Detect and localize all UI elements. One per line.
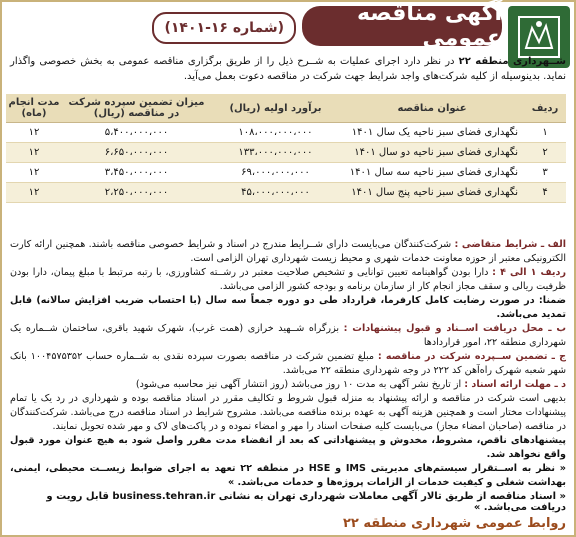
row-number: ۴: [524, 183, 566, 203]
intro-text: [10, 54, 566, 84]
row-number: ۳: [524, 163, 566, 183]
condition-c-heading: ج ـ تضمین ســپرده شرکت در مناقصه :: [377, 351, 566, 362]
tender-title: نگهداری فضای سبز ناحیه پنج سال ۱۴۰۱: [340, 183, 524, 203]
deposit-value: ۵،۴۰۰،۰۰۰،۰۰۰: [62, 123, 211, 143]
deposit-value: ۶،۶۵۰،۰۰۰،۰۰۰: [62, 143, 211, 163]
condition-c: [10, 350, 566, 378]
condition-extension: ضمنا: در صورت رضایت کامل کارفرما، قرارداد طی دو دوره جمعاً سه سال (با احتساب ضریب افزایش سالانه) قابل تمدید می‌باشد.: [10, 295, 566, 320]
header: [8, 1, 502, 51]
condition-b-heading: ب ـ محل دریافت اســناد و قبول پیشنهادات :: [343, 323, 566, 334]
intro-body: در نظر دارد اجرای عملیات به شــرح ذیل را از طریق برگزاری مناقصه عمومی به بخش خصوصی واگذار نماید. بدینوسیله از کلیه شرکت‌های واجد شرایط جهت شرکت در مناقصه دعوت بعمل می‌آید.: [10, 56, 566, 82]
estimate-value: ۴۵،۰۰۰،۰۰۰،۰۰۰: [211, 183, 340, 203]
rejection-terms: پیشنهادهای ناقص، مشروط، مخدوش و پیشنهاداتی که بعد از انقضاء مدت مقرر واصل شود به هیچ عنوان مورد قبول واقع نخواهد شد.: [10, 435, 566, 460]
duration-value: ۱۲: [6, 143, 62, 163]
condition-b: [10, 322, 566, 350]
condition-d-body: از تاریخ نشر آگهی به مدت ۱۰ روز می‌باشد (روز انتشار آگهی نیز محاسبه می‌شود): [135, 379, 465, 390]
tender-title: نگهداری فضای سبز ناحیه سه سال ۱۴۰۱: [340, 163, 524, 183]
condition-a-heading: الف ـ شرایط متقاضی :: [454, 239, 566, 250]
duration-value: ۱۲: [6, 123, 62, 143]
ims-hse-heading: « نظر به اســتقرار سیستم‌های مدیریتی IMS و HSE: [308, 463, 566, 474]
condition-rows-heading: ردیف ۱ الی ۴ :: [492, 267, 566, 278]
ims-hse-note: [10, 462, 566, 490]
duration-value: ۱۲: [6, 183, 62, 203]
public-relations-footer: روابط عمومی شهرداری منطقه ۲۲: [343, 515, 566, 531]
condition-d: [10, 378, 566, 392]
tender-title: نگهداری فضای سبز ناحیه دو سال ۱۴۰۱: [340, 143, 524, 163]
general-terms: بدیهی است شرکت در مناقصه و ارائه پیشنهاد به منزله قبول شروط و تکالیف مقرر در اسناد مناقصه بوده و شهرداری در رد یک یا تمام پیشنهادات مختار است و همچنین هزینه آگهی به عهده برنده مناقصه می‌باشد. مشروح شرایط در اسناد مناقصه درج می‌باشد. شرکت‌کنندگان در مناقصه (صاحبان امضاء مجاز) می‌بایست کلیه صفحات اسناد را مهر و امضاء نموده و در پاکت‌های لاک و مهر شده تحویل نمایند.: [10, 393, 566, 432]
col-row: ردیف: [524, 94, 566, 123]
documents-note: [10, 491, 566, 513]
tender-table: [6, 94, 566, 203]
col-estimate: برآورد اولیه (ریال): [211, 94, 340, 123]
condition-rows: [10, 266, 566, 294]
row-number: ۱: [524, 123, 566, 143]
table-row: [6, 123, 566, 143]
condition-rows-body: دارا بودن گواهینامه تعیین توانایی و تشخیص صلاحیت معتبر در رشــته کشاورزی، با رتبه مرتبط با مبلغ پیمان، دارا بودن ظرفیت ریالی و سقف مجاز انجام کار از سازمان برنامه و بودجه کشور الزامی می‌باشد.: [10, 267, 566, 292]
table-row: [6, 143, 566, 163]
table-header-row: [6, 94, 566, 123]
business-url-link[interactable]: business.tehran.ir: [112, 491, 216, 502]
table-row: [6, 163, 566, 183]
estimate-value: ۱۳۳،۰۰۰،۰۰۰،۰۰۰: [211, 143, 340, 163]
issue-number: (شماره ۱۶-۱۴۰۱): [152, 12, 296, 44]
intro-lead: شــهرداری منطقه ۲۲: [458, 56, 566, 67]
ims-hse-body: در منطقه ۲۲ تعهد به اجرای ضوابط زیســت محیطی، ایمنی، بهداشت شغلی و کیفیت خدمات از الزامات پروژه‌ها و خدمات می‌باشد. »: [10, 463, 566, 488]
deposit-value: ۲،۲۵۰،۰۰۰،۰۰۰: [62, 183, 211, 203]
deposit-value: ۳،۴۵۰،۰۰۰،۰۰۰: [62, 163, 211, 183]
condition-d-heading: د ـ مهلت ارائه اسناد :: [464, 379, 566, 390]
row-number: ۲: [524, 143, 566, 163]
col-deposit: میزان تضمین سپرده شرکت در مناقصه (ریال): [62, 94, 211, 123]
documents-note-suffix: قابل رویت و دریافت می‌باشد. »: [46, 491, 566, 513]
duration-value: ۱۲: [6, 163, 62, 183]
col-duration: مدت انجام (ماه): [6, 94, 62, 123]
documents-note-prefix: « اسناد مناقصه از طریق تالار آگهی معاملات شهرداری تهران به نشانی: [215, 491, 566, 502]
condition-a: [10, 238, 566, 266]
ad-title: آگهی مناقصه عمومی: [302, 6, 502, 46]
col-title: عنوان مناقصه: [340, 94, 524, 123]
conditions-text: [10, 238, 566, 490]
table-row: [6, 183, 566, 203]
condition-b-body: بزرگراه شــهید خرازی (همت غرب)، شهرک شهید باقری، ساختمان شــماره یک شهرداری منطقه ۲۲، امور قراردادها: [10, 323, 566, 348]
condition-a-body: شرکت‌کنندگان می‌بایست دارای شــرایط مندرج در اسناد و شرایط خصوصی مناقصه باشند. همچنین ارائه کارت الکترونیکی معتبر از حوزه معاونت خدمات شهری و محیط زیست شهرداری تهران الزامی است.: [10, 239, 566, 264]
tender-title: نگهداری فضای سبز ناحیه یک سال ۱۴۰۱: [340, 123, 524, 143]
condition-c-body: مبلغ تضمین شرکت در مناقصه بصورت سپرده نقدی به شــماره حساب ۱۰۰۴۵۷۵۳۵۲ بانک شهر شعبه شهرک راه‌آهن کد ۲۲۲ در وجه شهرداری منطقه ۲۲ می‌باشد.: [10, 351, 566, 376]
estimate-value: ۱۰۸،۰۰۰،۰۰۰،۰۰۰: [211, 123, 340, 143]
estimate-value: ۶۹،۰۰۰،۰۰۰،۰۰۰: [211, 163, 340, 183]
